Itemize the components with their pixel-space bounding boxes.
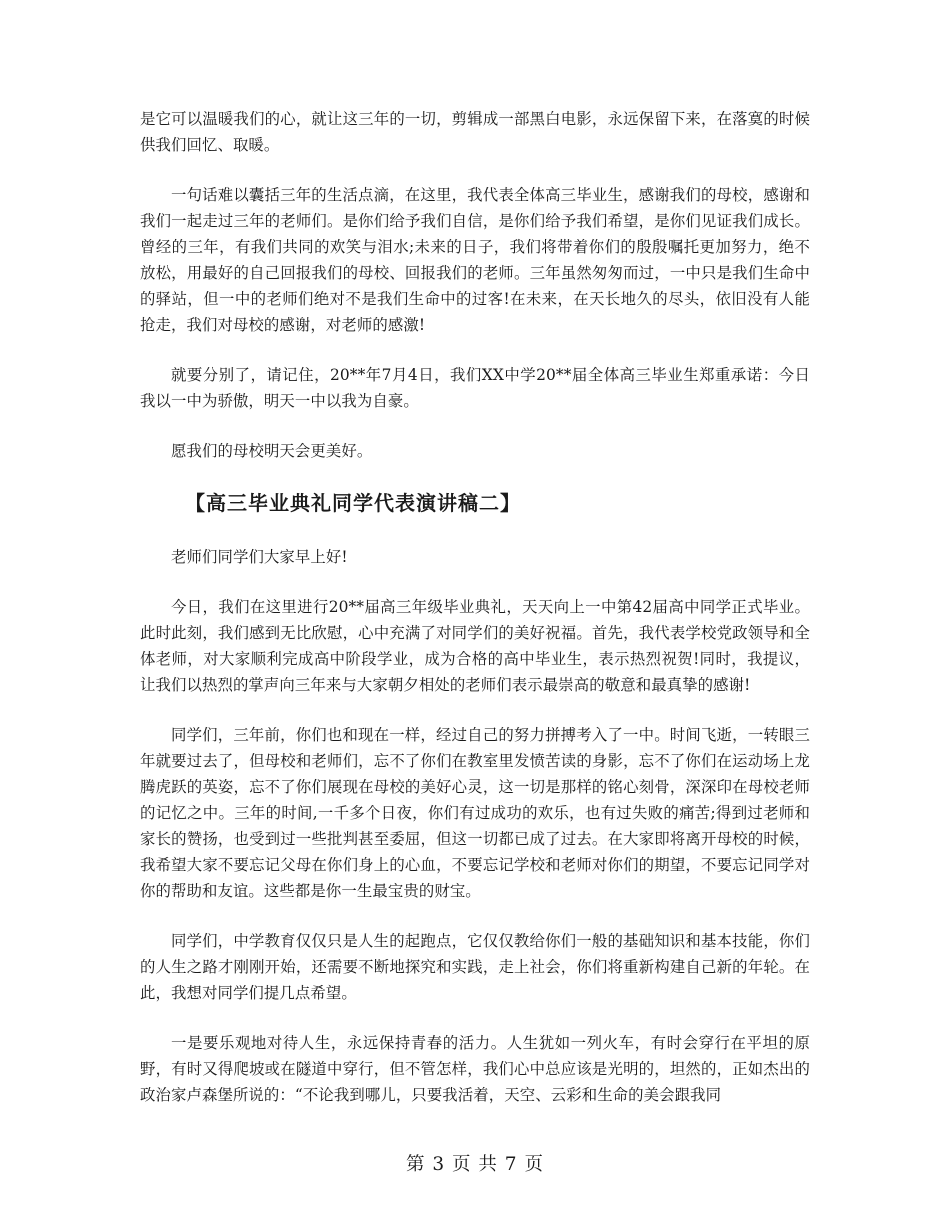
section-heading: 【高三毕业典礼同学代表演讲稿二】 bbox=[185, 491, 521, 515]
paragraph-memories: 同学们，三年前，你们也和现在一样，经过自己的努力拼搏考入了一中。时间飞逝，一转眼三年就要过去了，但母校和老师们，忘不了你们在教室里发愤苦读的身影，忘不了你们在运动场上龙腾虎跃的英姿，忘不了你们展现在母校的美好心灵，这一切是那样的铭心刻骨，深深印在母校老师的记忆之中。三年的时间,一千多个日夜，你们有过成功的欢乐，也有过失败的痛苦;得到过老师和家长的赞扬，也受到过一些批判甚至委屈，但这一切都已成了过去。在大家即将离开母校的时候，我希望大家不要忘记父母在你们身上的心血，不要忘记学校和老师对你们的期望，不要忘记同学对你的帮助和友谊。这些都是你一生最宝贵的财宝。 bbox=[140, 726, 810, 900]
page-number-footer: 第 3 页 共 7 页 bbox=[406, 1154, 544, 1175]
document-body bbox=[140, 106, 810, 1108]
paragraph-gratitude: 一句话难以囊括三年的生活点滴，在这里，我代表全体高三毕业生，感谢我们的母校，感谢和我们一起走过三年的老师们。是你们给予我们自信，是你们给予我们希望，是你们见证我们成长。曾经的三年，有我们共同的欢笑与泪水;未来的日子，我们将带着你们的殷殷嘱托更加努力，绝不放松，用最好的自己回报我们的母校、回报我们的老师。三年虽然匆匆而过，一中只是我们生命中的驿站，但一中的老师们绝对不是我们生命中的过客!在未来，在天长地久的尽头，依旧没有人能抢走，我们对母校的感谢，对老师的感激! bbox=[140, 186, 810, 334]
paragraph-promise: 就要分别了，请记住，20**年7月4日，我们XX中学20**届全体高三毕业生郑重承诺：今日我以一中为骄傲，明天一中以我为自豪。 bbox=[140, 366, 810, 410]
paragraph-optimism: 一是要乐观地对待人生，永远保持青春的活力。人生犹如一列火车，有时会穿行在平坦的原野，有时又得爬坡或在隧道中穿行，但不管怎样，我们心中总应该是光明的，坦然的，正如杰出的政治家卢森堡所说的：“不论我到哪儿，只要我活着，天空、云彩和生命的美会跟我同 bbox=[140, 1034, 810, 1104]
paragraph-wish: 愿我们的母校明天会更美好。 bbox=[171, 442, 373, 460]
paragraph-continuation: 是它可以温暖我们的心，就让这三年的一切，剪辑成一部黑白电影，永远保留下来，在落寞的时候供我们回忆、取暖。 bbox=[140, 110, 810, 154]
paragraph-hopes: 同学们，中学教育仅仅只是人生的起跑点，它仅仅教给你们一般的基础知识和基本技能，你们的人生之路才刚刚开始，还需要不断地探究和实践，走上社会，你们将重新构建自己新的年轮。在此，我想对同学们提几点希望。 bbox=[140, 932, 810, 1002]
paragraph-ceremony: 今日，我们在这里进行20**届高三年级毕业典礼，天天向上一中第42届高中同学正式毕业。此时此刻，我们感到无比欣慰，心中充满了对同学们的美好祝福。首先，我代表学校党政领导和全体老师，对大家顺利完成高中阶段学业，成为合格的高中毕业生，表示热烈祝贺!同时，我提议，让我们以热烈的掌声向三年来与大家朝夕相处的老师们表示最崇高的敬意和最真挚的感谢! bbox=[140, 598, 810, 694]
paragraph-greeting: 老师们同学们大家早上好! bbox=[171, 548, 348, 566]
